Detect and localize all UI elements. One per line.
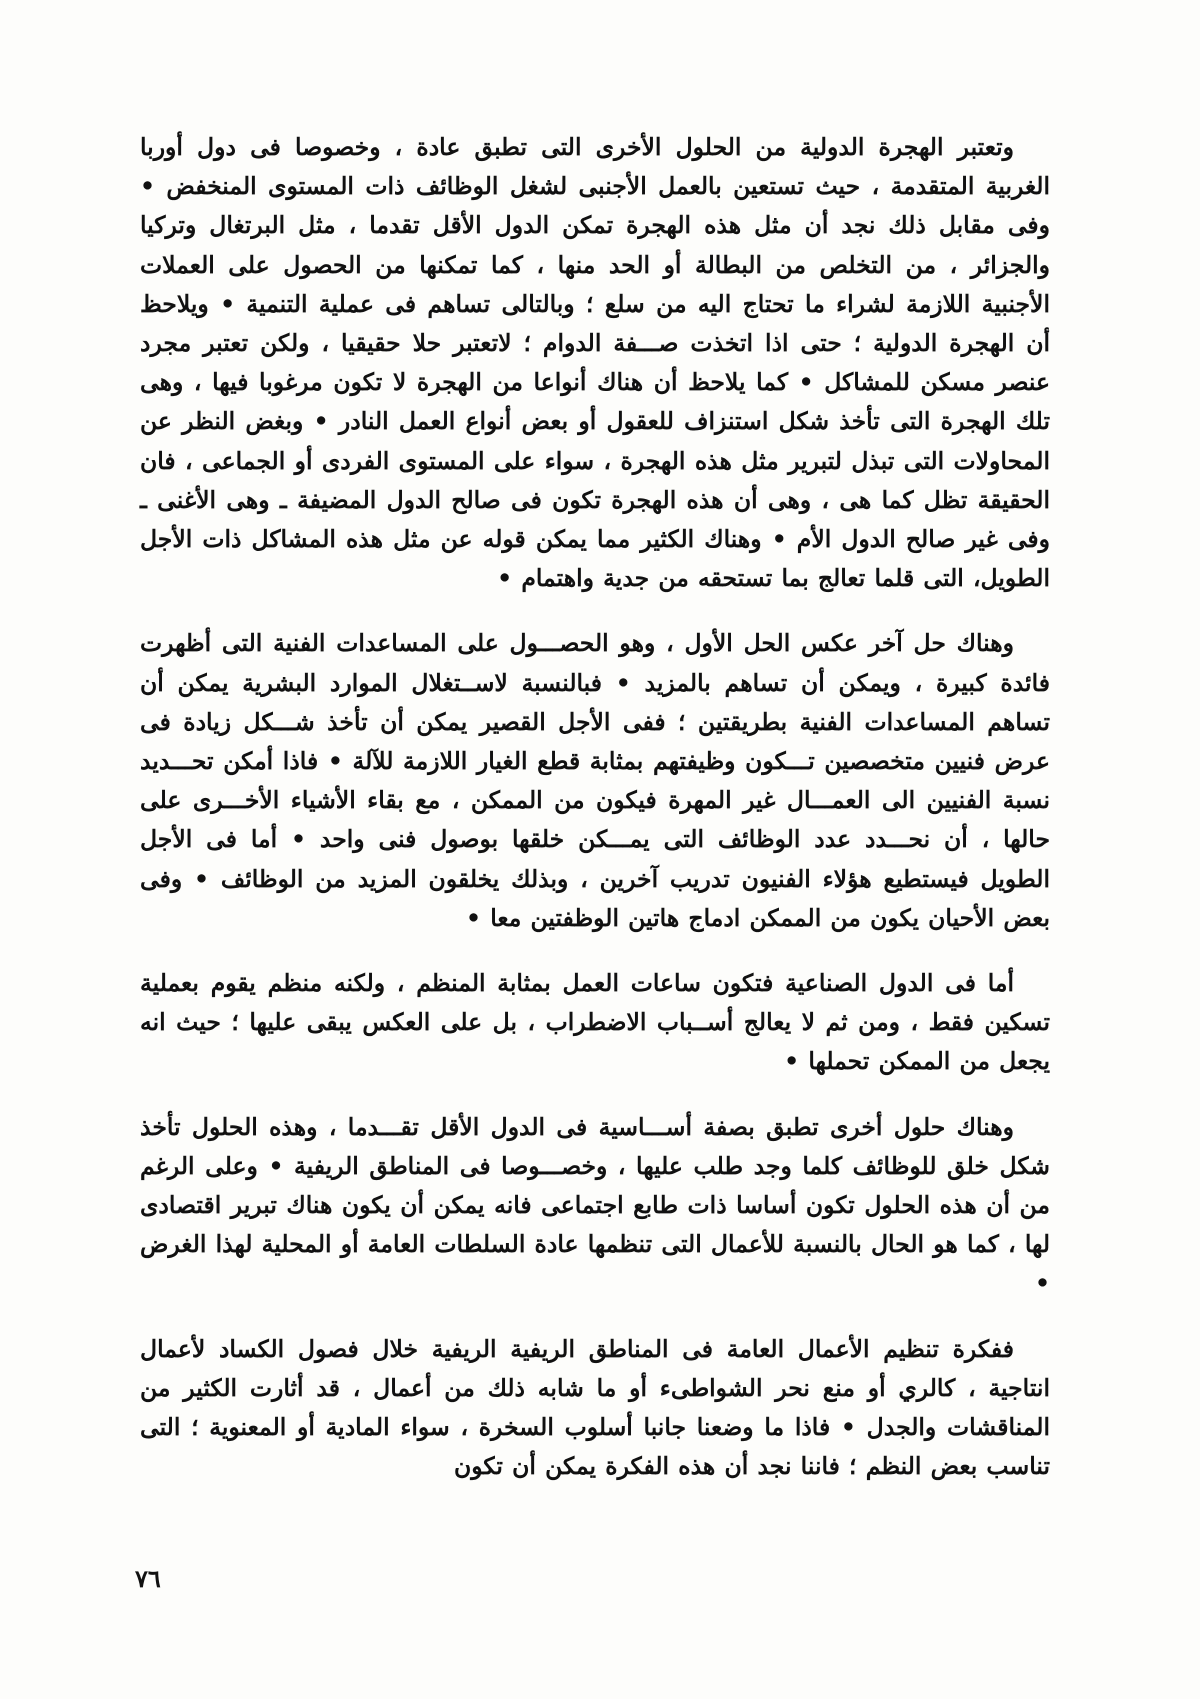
paragraph-industrial-countries: أما فى الدول الصناعية فتكون ساعات العمل بمثابة المنظم ، ولكنه منظم يقوم بعملية تسكين فقط ، ومن ثم لا يعالج أســباب الاضطراب ، بل على العكس يبقى عليها ؛ حيث انه يجعل من الممكن تحملها • xyxy=(140,969,1050,1076)
page-number: ٧٦ xyxy=(135,1564,161,1593)
paragraph-other-solutions: وهناك حلول أخرى تطبق بصفة أســـاسية فى الدول الأقل تقـــدما ، وهذه الحلول تأخذ شكل خلق للوظائف كلما وجد طلب عليها ، وخصـــوصا فى المناطق الريفية • وعلى الرغم من أن هذه الحلول تكون أساسا ذات طابع اجتماعى فانه يمكن أن يكون هناك تبرير اقتصادى لها ، كما هو الحال بالنسبة للأعمال التى تنظمها عادة السلطات العامة أو المحلية لهذا الغرض • xyxy=(140,1112,1050,1298)
paragraph-migration: وتعتبر الهجرة الدولية من الحلول الأخرى التى تطبق عادة ، وخصوصا فى دول أوربا الغربية المتقدمة ، حيث تستعين بالعمل الأجنبى لشغل الوظائف ذات المستوى المنخفض • وفى مقابل ذلك نجد أن مثل هذه الهجرة تمكن الدول الأقل تقدما ، مثل البرتغال وتركيا والجزائر ، من التخلص من البطالة أو الحد منها ، كما تمكنها من الحصول على العملات الأجنبية اللازمة لشراء ما تحتاج اليه من سلع ؛ وبالتالى تساهم فى عملية التنمية • ويلاحظ أن الهجرة الدولية ؛ حتى اذا اتخذت صـــفة الدوام ؛ لاتعتبر حلا حقيقيا ، ولكن تعتبر مجرد عنصر مسكن للمشاكل • كما يلاحظ أن هناك أنواعا من الهجرة لا تكون مرغوبا فيها ، وهى تلك الهجرة التى تأخذ شكل استنزاف للعقول أو بعض أنواع العمل النادر • وبغض النظر عن المحاولات التى تبذل لتبرير مثل هذه الهجرة ، سواء على المستوى الفردى أو الجماعى ، فان الحقيقة تظل كما هى ، وهى أن هذه الهجرة تكون فى صالح الدول المضيفة ـ وهى الأغنى ـ وفى غير صالح الدول الأم • وهناك الكثير مما يمكن قوله عن مثل هذه المشاكل ذات الأجل الطويل، التى قلما تعالج بما تستحقه من جدية واهتمام • xyxy=(140,133,1050,593)
paragraph-public-works: ففكرة تنظيم الأعمال العامة فى المناطق الريفية الريفية خلال فصول الكساد لأعمال انتاجية ، كالري أو منع نحر الشواطىء أو ما شابه ذلك من أعمال ، قد أثارت الكثير من المناقشات والجدل • فاذا ما وضعنا جانبا أسلوب السخرة ، سواء المادية أو المعنوية ؛ التى تناسب بعض النظم ؛ فاننا نجد أن هذه الفكرة يمكن أن تكون xyxy=(140,1334,1050,1481)
paragraph-technical-assistance: وهناك حل آخر عكس الحل الأول ، وهو الحصـــول على المساعدات الفنية التى أظهرت فائدة كبيرة ، ويمكن أن تساهم بالمزيد • فبالنسبة لاســتغلال الموارد البشرية يمكن أن تساهم المساعدات الفنية بطريقتين ؛ ففى الأجل القصير يمكن أن تأخذ شـــكل زيادة فى عرض فنيين متخصصين تـــكون وظيفتهم بمثابة قطع الغيار اللازمة للآلة • فاذا أمكن تحـــديد نسبة الفنيين الى العمـــال غير المهرة فيكون من الممكن ، مع بقاء الأشياء الأخـــرى على حالها ، أن نحـــدد عدد الوظائف التى يمـــكن خلقها بوصول فنى واحد • أما فى الأجل الطويل فيستطيع هؤلاء الفنيون تدريب آخرين ، وبذلك يخلقون المزيد من الوظائف • وفى بعض الأحيان يكون من الممكن ادماج هاتين الوظفتين معا • xyxy=(140,629,1050,932)
body-text xyxy=(140,128,1050,1513)
